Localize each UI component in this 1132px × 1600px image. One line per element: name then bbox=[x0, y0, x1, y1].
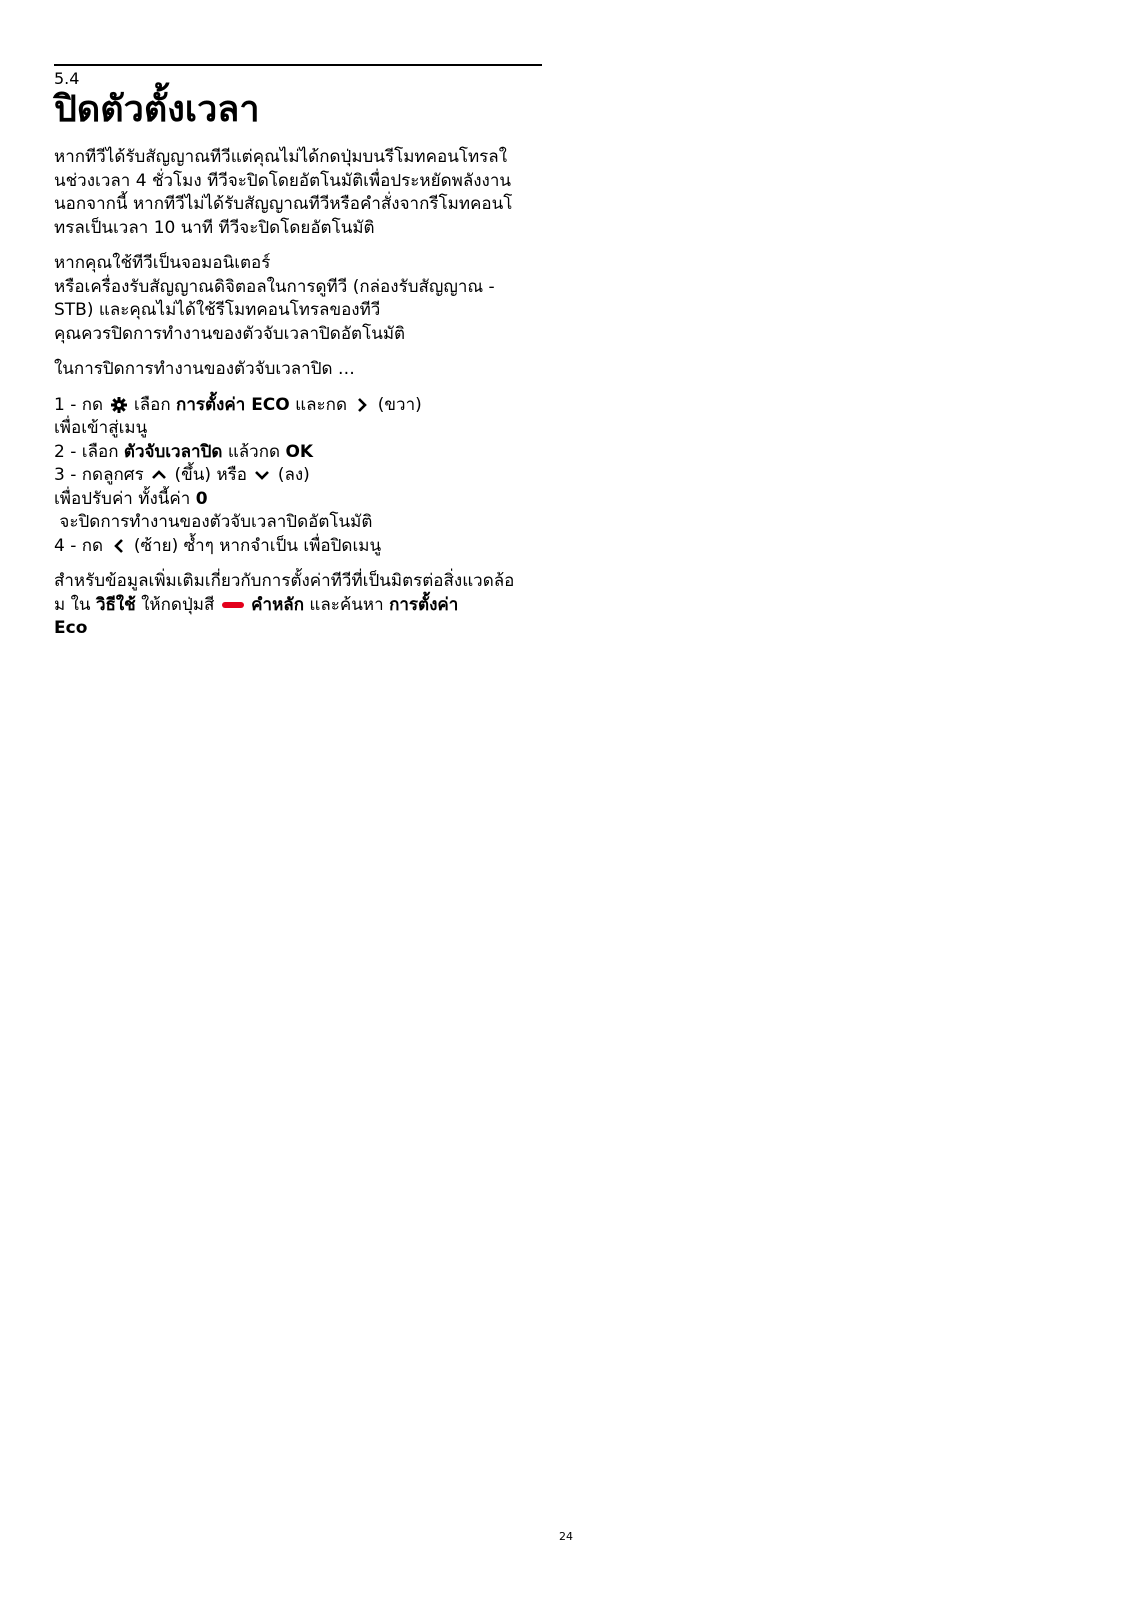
menu-eco-settings: การตั้งค่า ECO bbox=[176, 394, 290, 415]
intro-line: นช่วงเวลา 4 ชั่วโมง ทีวีจะปิดโดยอัตโนมัติเพื่อประหยัดพลังงาน bbox=[54, 170, 512, 191]
intro-line: นอกจากนี้ หากทีวีไม่ได้รับสัญญาณทีวีหรือคำสั่งจากรีโมทคอนโ bbox=[54, 194, 513, 214]
keywords-label: คำหลัก bbox=[251, 594, 304, 615]
step-3-down: (ลง) bbox=[277, 465, 310, 485]
content-column bbox=[54, 64, 542, 653]
step-3-note-text: จะปิดการทำงานของตัวจับเวลาปิดอัตโนมัติ bbox=[59, 512, 373, 532]
section-title: ปิดตัวตั้งเวลา bbox=[54, 89, 260, 130]
monitor-line: คุณควรปิดการทำงานของตัวจับเวลาปิดอัตโนมัติ bbox=[54, 323, 406, 344]
step-2-then-press: แล้วกด bbox=[227, 441, 281, 462]
ok-key-label: OK bbox=[285, 441, 314, 462]
chevron-up-icon bbox=[149, 465, 169, 485]
step-1-select: เลือก bbox=[133, 394, 171, 415]
step-4 bbox=[54, 535, 542, 559]
page-number: 24 bbox=[559, 1530, 573, 1543]
more-line-1: สำหรับข้อมูลเพิ่มเติมเกี่ยวกับการตั้งค่าทีวีที่เป็นมิตรต่อสิ่งแวดล้อ bbox=[54, 571, 515, 591]
step-3 bbox=[54, 464, 542, 488]
section-rule bbox=[54, 64, 542, 66]
more-line-2 bbox=[54, 594, 542, 618]
menu-off-timer: ตัวจับเวลาปิด bbox=[123, 441, 223, 462]
monitor-line: หากคุณใช้ทีวีเป็นจอมอนิเตอร์ bbox=[54, 253, 271, 273]
red-color-key-icon bbox=[222, 602, 244, 608]
step-1-text: 1 - กด bbox=[54, 394, 104, 415]
monitor-line: หรือเครื่องรับสัญญาณดิจิตอลในการดูทีวี (กล่องรับสัญญาณ - bbox=[54, 276, 495, 297]
more-search: และค้นหา bbox=[309, 594, 384, 615]
more-in: ม ใน bbox=[54, 594, 91, 615]
section-number: 5.4 bbox=[54, 69, 80, 88]
more-press-key: ให้กดปุ่มสี bbox=[141, 594, 215, 615]
step-3-adjust: เพื่อปรับค่า ทั้งนี้ค่า bbox=[54, 488, 191, 509]
settings-label: การตั้งค่า bbox=[389, 594, 459, 615]
step-3-note bbox=[54, 511, 542, 535]
step-3-cont bbox=[54, 488, 542, 512]
steps-list bbox=[54, 394, 542, 559]
step-2 bbox=[54, 441, 542, 465]
value-zero: 0 bbox=[195, 488, 208, 509]
help-link: วิธีใช้ bbox=[95, 594, 136, 615]
monitor-paragraph bbox=[54, 252, 542, 346]
step-2-text: 2 - เลือก bbox=[54, 441, 119, 462]
eco-label: Eco bbox=[54, 618, 88, 638]
chevron-right-icon bbox=[352, 395, 372, 415]
step-4-text: 4 - กด bbox=[54, 535, 104, 556]
chevron-down-icon bbox=[252, 465, 272, 485]
intro-paragraph bbox=[54, 146, 542, 240]
step-4-left: (ซ้าย) ซ้ำๆ หากจำเป็น เพื่อปิดเมนู bbox=[133, 535, 382, 556]
step-3-up: (ขึ้น) หรือ bbox=[174, 465, 248, 485]
step-1-cont: เพื่อเข้าสู่เมนู bbox=[54, 418, 148, 438]
step-1-and-press: และกด bbox=[295, 394, 347, 415]
more-info-paragraph bbox=[54, 570, 542, 641]
step-3-text: 3 - กดลูกศร bbox=[54, 465, 144, 485]
howto-paragraph: ในการปิดการทำงานของตัวจับเวลาปิด … bbox=[54, 359, 355, 379]
gear-icon bbox=[109, 395, 129, 415]
step-1 bbox=[54, 394, 542, 418]
chevron-left-icon bbox=[109, 536, 129, 556]
intro-line: หากทีวีได้รับสัญญาณทีวีแต่คุณไม่ได้กดปุ่มบนรีโมทคอนโทรลใ bbox=[54, 147, 508, 167]
monitor-line: STB) และคุณไม่ได้ใช้รีโมทคอนโทรลของทีวี bbox=[54, 300, 381, 320]
step-1-right: (ขวา) bbox=[377, 394, 422, 415]
intro-line: ทรลเป็นเวลา 10 นาที ทีวีจะปิดโดยอัตโนมัติ bbox=[54, 217, 375, 238]
